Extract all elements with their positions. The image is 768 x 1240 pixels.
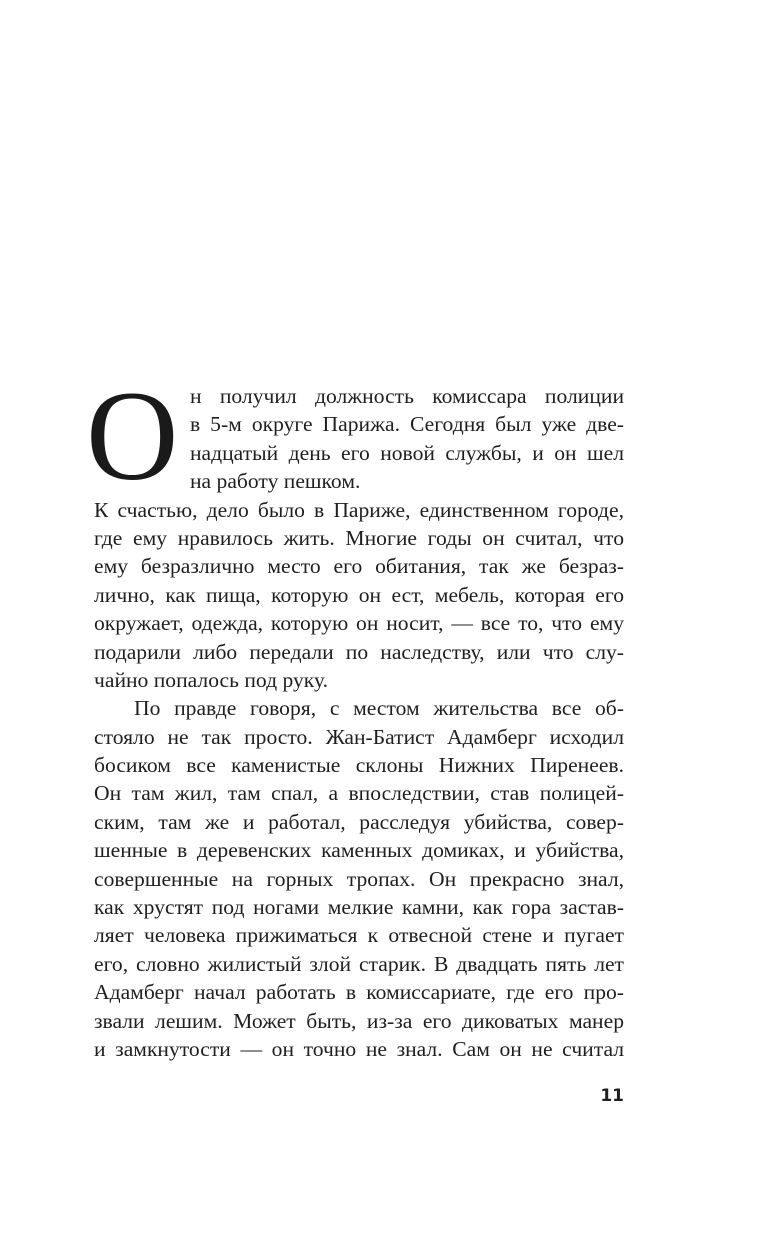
text-line: ским, там же и работал, расследуя убийства, совер-: [94, 809, 624, 834]
page-number: 11: [600, 1086, 624, 1106]
text-line: К счастью, дело было в Париже, единственном городе,: [94, 497, 624, 522]
text-line: звали лешим. Может быть, из-за его диковатых манер: [94, 1008, 624, 1033]
text-line: ему безразлично место его обитания, так же безраз-: [94, 554, 624, 579]
text-line: надцатый день его новой службы, и он шел: [190, 440, 624, 465]
text-line: на работу пешком.: [190, 469, 361, 494]
text-line: как хрустят под ногами мелкие камни, как гора застав-: [94, 895, 624, 920]
text-line: чайно попалось под руку.: [94, 667, 329, 692]
text-line: ляет человека прижиматься к отвесной стене и пугает: [94, 923, 624, 948]
text-line: в 5-м округе Парижа. Сегодня был уже две-: [190, 412, 624, 437]
text-line: босиком все каменистые склоны Нижних Пиренеев.: [94, 753, 624, 778]
chapter-text: [86, 365, 624, 1063]
text-line: н получил должность комиссара полиции: [190, 384, 624, 408]
text-line: лично, как пища, которую он ест, мебель, которая его: [94, 582, 624, 607]
text-line: его, словно жилистый злой старик. В двадцать пять лет: [94, 951, 624, 976]
text-line: По правде говоря, с местом жительства все об-: [134, 696, 624, 721]
text-line: Он там жил, там спал, а впоследствии, став полицей-: [94, 781, 624, 806]
text-line: и замкнутости — он точно не знал. Сам он не считал: [94, 1036, 624, 1061]
text-line: подарили либо передали по наследству, или что слу-: [94, 639, 624, 664]
text-line: стояло не так просто. Жан-Батист Адамберг исходил: [94, 724, 624, 749]
paragraph-2: [94, 694, 624, 1063]
drop-cap-letter: О: [86, 365, 179, 507]
text-line: совершенные на горных тропах. Он прекрасно знал,: [94, 866, 624, 891]
text-line: окружает, одежда, которую он носит, — все то, что ему: [94, 611, 624, 636]
text-line: шенные в деревенских каменных домиках, и убийства,: [94, 838, 624, 863]
text-line: где ему нравилось жить. Многие годы он считал, что: [94, 525, 624, 550]
text-line: Адамберг начал работать в комиссариате, где его про-: [94, 980, 624, 1005]
